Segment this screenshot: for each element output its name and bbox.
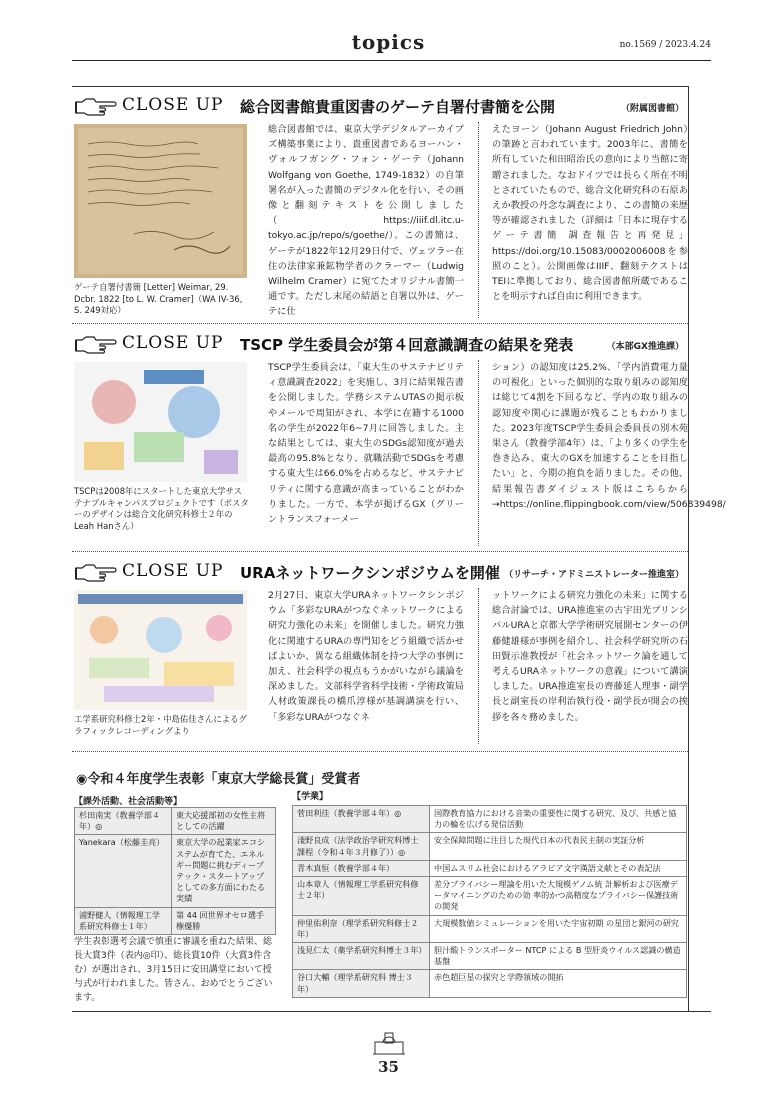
table-row <box>293 915 687 942</box>
pointing-hand-icon <box>74 562 118 582</box>
award-reason: 大規模数値シミュレーションを用いた宇宙初期 の星団と銀河の研究 <box>430 915 687 942</box>
column-divider <box>478 122 479 318</box>
table-row <box>293 833 687 860</box>
article-column-2: えたヨーン（Johann August Friedrich John）の筆跡と言われています。2003年に、書簡を所有していた和田昭治氏の意向により当館に寄贈されました。なおドイツでは長らく所在不明とされていたもので、総合文化研究科の石原あえか教授の丹念な調査により、この書簡の来歴等が確認されました（詳細は「日本に現存するゲーテ書簡 調査報告と再発見」https://doi.org/10.15083/0002006008を参照のこと）。公開画像はIIIF、翻刻テクストはTEIに準拠しており、総合図書館所蔵であることを明示すれば自由に利用できます。 <box>492 124 688 303</box>
academic-label: 【学業】 <box>292 792 329 802</box>
header-rule <box>72 60 711 61</box>
award-reason: 胆汁酸トランスポーター NTCP による B 型肝炎ウイルス認識の構造基盤 <box>430 943 687 970</box>
section-title: TSCP 学生委員会が第４回意識調査の結果を発表 <box>240 336 574 354</box>
footer-rule <box>72 1011 711 1012</box>
column-divider <box>478 360 479 546</box>
award-reason: 東京大学の起業家エコシステムが育てた、エネルギー問題に挑むディープテック・スタートアップとしての多方面にわたる実績 <box>172 835 276 907</box>
pointing-hand-icon <box>74 334 118 354</box>
close-up-label: CLOSE UP <box>122 561 224 581</box>
close-up-label: CLOSE UP <box>122 95 224 115</box>
yasuda-auditorium-icon <box>369 1030 409 1056</box>
issue-info: no.1569 / 2023.4.24 <box>619 40 711 50</box>
awardee-name: 山本章人（情報理工学系研究科修士２年） <box>293 877 430 916</box>
section-divider <box>72 323 688 324</box>
table-row <box>293 970 687 997</box>
photo-caption: 工学系研究科修士2年・中島佑佳さんによるグラフィックレコーディングより <box>74 714 247 736</box>
section-goethe <box>72 94 688 319</box>
awardee-name: 浦野健人（情報理工学系研究科修士１年） <box>75 907 172 934</box>
award-reason: 国際教育協力における音楽の重要性に関する研究、及び、共感と協力の輪を広げる発信活動 <box>430 806 687 833</box>
section-divider <box>72 751 688 752</box>
awardee-name: 浅見仁太（薬学系研究科博士３年） <box>293 943 430 970</box>
section-org: （リサーチ・アドミニストレーター推進室） <box>504 570 684 580</box>
table-row <box>293 943 687 970</box>
awardee-name: 淺野良成（法学政治学研究科博士課程（令和４年３月修了））◎ <box>293 833 430 860</box>
close-up-label: CLOSE UP <box>122 333 224 353</box>
section-heading <box>72 332 688 356</box>
award-reason: 東大応援部初の女性主将としての活躍 <box>172 808 276 835</box>
article-column-1: 2月27日、東京大学URAネットワークシンポジウム「多彩なURAがつなぐネットワークによる研究力強化の未来」を開催しました。研究力強化に関連するURAの専門知をどう組織で活かせばよいか、異なる組織体制を持つ大学の事例に加え、社会科学の視点もうかがいながら議論を深めました。文部科学省科学技術・学術政策局人材政策課長の橋爪淳様が基調講演を行い、「多彩なURAがつなぐネ <box>268 590 464 723</box>
extra-activities-label: 【課外活動、社会活動等】 <box>74 797 183 807</box>
section-divider <box>72 551 688 552</box>
goethe-letter-photo <box>74 124 247 278</box>
extra-activities-table <box>74 807 276 935</box>
photo-caption: TSCPは2008年にスタートした東京大学サステナブルキャンパスプロジェクトです（ポスターのデザインは総合文化研究科修士２年のLeah Hanさん） <box>74 486 249 531</box>
awards-note: 学生表彰選考会議で慎重に審議を重ねた結果、総長大賞3件（表内◎印）、総長賞10件（大賞3件含む）が選出され、3月15日に安田講堂において授与式が行われました。皆さん、おめでとうございます。 <box>74 937 273 1003</box>
table-row <box>75 907 276 934</box>
award-reason: 差分プライバシー理論を用いた大規模ゲノム統 計解析および医療データマイニングのための効 率的かつ高精度なプライバシー保護技術の開発 <box>430 877 687 916</box>
section-heading <box>72 94 688 118</box>
academic-table <box>292 805 687 998</box>
magazine-title: topics <box>351 30 426 54</box>
article-column-2: ットワークによる研究力強化の未来」に関する総合討論では、URA推進室の古宇田光プリンシパルURAと京都大学学術研究展開センターの伊藤健雄様が事例を紹介し、社会科学研究所の石田賢示准教授が「社会ネットワーク論を通して考えるURAネットワークの意義」について講演しました。URA推進室長の齊藤延人理事・副学長と副室長の岸利治執行役・副学長が開会の挨拶を各々務めました。 <box>492 590 688 723</box>
section-ura <box>72 560 688 750</box>
awardee-name: 仲里佑利奈（理学系研究科修士２年） <box>293 915 430 942</box>
table-row <box>75 808 276 835</box>
awardee-name: 谷口大輔（理学系研究科 博士３年） <box>293 970 430 997</box>
awardee-name: Yanekara（松藤圭亮） <box>75 835 172 907</box>
section-title: 総合図書館貴重図書のゲーテ自署付書簡を公開 <box>240 98 556 116</box>
table-row <box>75 835 276 907</box>
graphic-recording-photo <box>74 590 247 710</box>
awardee-name: 青木真恒（教養学部４年） <box>293 860 430 876</box>
award-reason: 第 44 回世界オセロ選手権優勝 <box>172 907 276 934</box>
column-divider <box>478 588 479 744</box>
awards-title: ◉令和４年度学生表彰「東京大学総長賞」受賞者 <box>76 772 361 787</box>
tscp-poster-photo <box>74 362 247 482</box>
award-reason: 安全保障問題に注目した現代日本の代表民主制の実証分析 <box>430 833 687 860</box>
article-column-2: ション）の認知度は25.2%、「学内消費電力量の可視化」といった個別的な取り組みの認知度は総じて4割を下回るなど、学内の取り組みの認知度や関心に課題が残ることもわかりました。2023年度TSCP学生委員会委員長の別木苑果さん（教養学部4年）は、「より多くの学生を巻き込み、東大のGXを加速することを目指したい」と、今期の抱負を語りました。その他、結果報告書ダイジェスト版はこちらから→https://online.flippingbook.com/view/506839498/ <box>492 362 726 510</box>
section-tscp <box>72 332 726 552</box>
table-row <box>293 877 687 916</box>
awardee-name: 菅田利佳（教養学部４年）◎ <box>293 806 430 833</box>
section-title: URAネットワークシンポジウムを開催 <box>240 564 500 582</box>
photo-caption: ゲーテ自署付書簡 [Letter] Weimar, 29. Dcbr. 1822 [to L. W. Cramer]（WA IV-36, S. 249対応） <box>74 282 243 315</box>
section-org: （本部GX推進課） <box>606 342 684 352</box>
page-number: 35 <box>378 1058 399 1076</box>
awardee-name: 杉田南実（教養学部４年）◎ <box>75 808 172 835</box>
pointing-hand-icon <box>74 96 118 116</box>
award-reason: 中国ムスリム社会におけるアラビア文字漢語文献とその表記法 <box>430 860 687 876</box>
table-row <box>293 806 687 833</box>
award-reason: 赤色超巨星の探究と学際領域の開拓 <box>430 970 687 997</box>
article-column-1: 総合図書館では、東京大学デジタルアーカイブズ構築事業により、貴重図書であるヨーハン・ヴォルフガング・フォン・ゲーテ（Johann Wolfgang von Goethe, 1749-1832）の自筆署名が入った書簡のデジタル化を行い、その画像と翻刻テキストを公開しました（https://iiif.dl.itc.u-tokyo.ac.jp/repo/s/goethe/）。この書簡は、ゲーテが1822年12月29日付で、ヴェツラー在住の法律家兼鉱物学者のクラーマー（Ludwig Wilhelm Cramer）に宛てたオリジナル書簡一通です。ただし末尾の結語と自署以外は、ゲーテに仕 <box>268 124 464 318</box>
section-heading <box>72 560 688 584</box>
article-column-1: TSCP学生委員会は、「東大生のサステナビリティ意識調査2022」を実施し、3月に結果報告書を公開しました。学務システムUTASの掲示板やメールで周知がされ、本学に在籍する1000名の学生が2022年6~7月に回答しました。主な結果としては、東大生のSDGs認知度が過去最高の95.8%となり、就職活動でSDGsを考慮する東大生は66.0%を占めるなど、サステナビリティに関する意識が高まっていることがわかりました。一方で、本学が掲げるGX（グリーントランスフォーメー <box>268 362 464 526</box>
table-row <box>293 860 687 876</box>
section-org: （附属図書館） <box>620 104 684 114</box>
